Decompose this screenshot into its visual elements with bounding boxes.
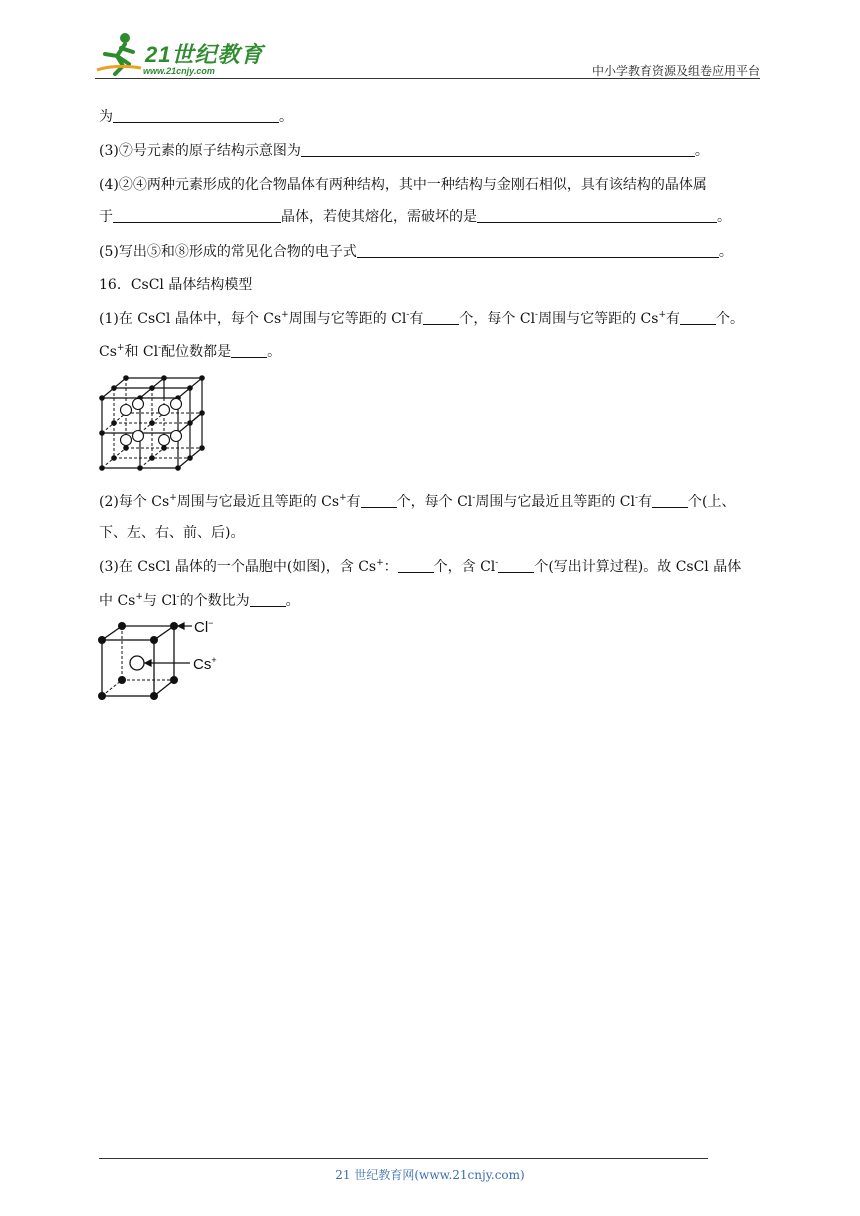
question-16-3-cont: 中 Cs+与 Cl-的个数比为 。 (99, 592, 300, 609)
cs-ion-label: Cs+ (193, 655, 217, 673)
logo-url: www.21cnjy.com (143, 66, 215, 76)
logo-text: 21世纪教育 (145, 42, 264, 67)
question-16-3: (3)在 CsCl 晶体的一个晶胞中(如图)，含 Cs+： 个，含 Cl- 个(写出计算过程)。故 CsCl 晶体 (99, 558, 742, 575)
question-16-1: (1)在 CsCl 晶体中，每个 Cs+周围与它等距的 Cl-有 个，每个 Cl-周围与它等距的 Cs+有 个。 (99, 310, 744, 327)
answer-blank[interactable] (398, 558, 434, 573)
question-16-2-cont: 下、左、右、前、后)。 (99, 525, 245, 541)
footer-site-link[interactable]: 21 世纪教育网(www.21cnjy.com) (335, 1168, 525, 1182)
site-logo (95, 30, 265, 78)
answer-blank[interactable] (113, 108, 279, 123)
header-platform-name: 中小学教育资源及组卷应用平台 (591, 64, 760, 78)
page-header (95, 30, 760, 78)
cscl-unit-cell-figure (96, 620, 236, 700)
answer-blank[interactable] (231, 343, 267, 358)
question-16-1-cont: Cs+和 Cl-配位数都是 。 (99, 343, 282, 360)
answer-blank[interactable] (301, 142, 695, 157)
answer-blank[interactable] (652, 493, 688, 508)
answer-blank[interactable] (250, 592, 286, 607)
cscl-lattice-figure (98, 374, 210, 474)
question-4: (4)②④两种元素形成的化合物晶体有两种结构，其中一种结构与金刚石相似，具有该结构的晶体属 (99, 177, 707, 193)
answer-blank[interactable] (423, 310, 459, 325)
answer-blank[interactable] (113, 208, 281, 223)
header-divider (95, 78, 760, 79)
runner-logo-icon (95, 30, 145, 76)
question-16-title: 16．CsCl 晶体结构模型 (99, 277, 253, 293)
question-3: (3)⑦号元素的原子结构示意图为 。 (99, 143, 709, 159)
answer-blank[interactable] (680, 310, 716, 325)
answer-blank[interactable] (361, 493, 397, 508)
answer-blank[interactable] (477, 208, 717, 223)
answer-blank[interactable] (357, 243, 719, 258)
footer-divider (99, 1158, 708, 1159)
question-4-cont: 于 晶体，若使其熔化，需破坏的是 。 (99, 209, 731, 225)
cl-ion-label: Cl− (194, 620, 214, 636)
text-line-1: 为 。 (99, 109, 293, 125)
answer-blank[interactable] (498, 558, 534, 573)
question-5: (5)写出⑤和⑧形成的常见化合物的电子式 。 (99, 244, 733, 260)
question-16-2: (2)每个 Cs+周围与它最近且等距的 Cs+有 个，每个 Cl-周围与它最近且等距的 Cl-有 个(上、 (99, 493, 736, 510)
